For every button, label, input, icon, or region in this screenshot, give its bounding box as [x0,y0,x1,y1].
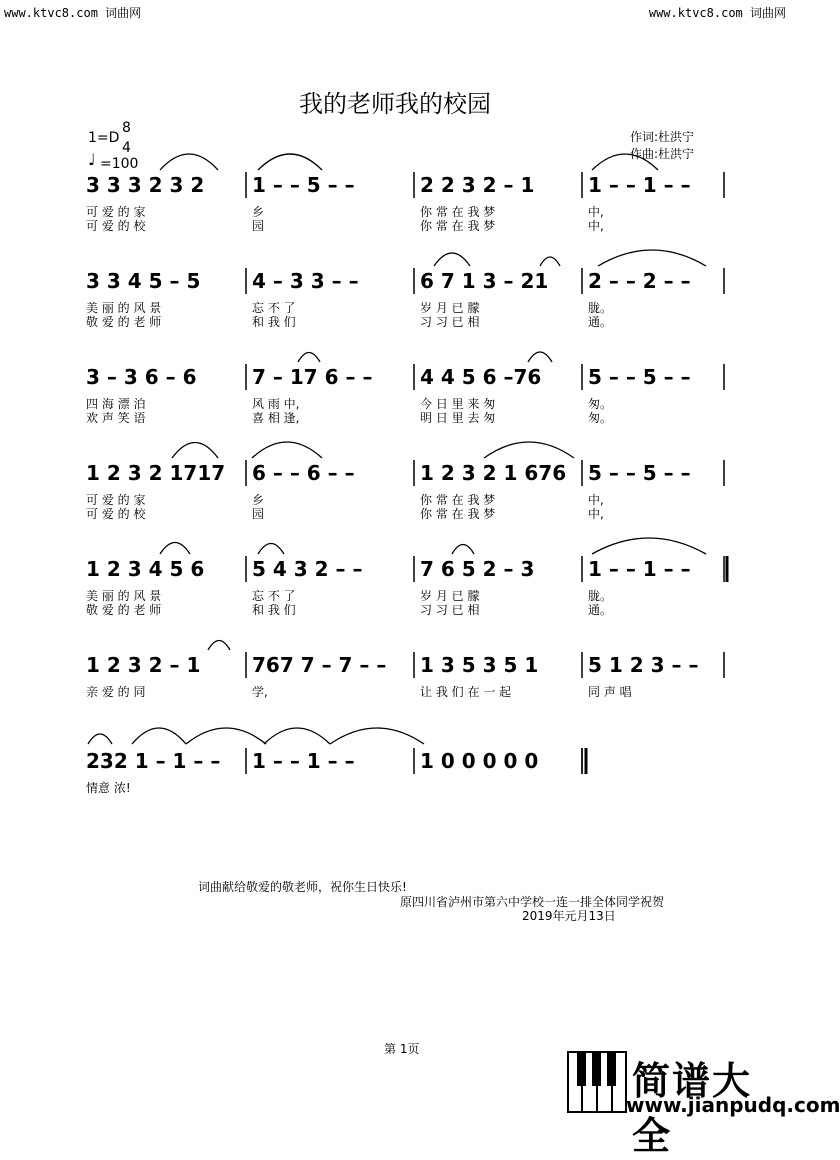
lyric-line-1: 忘 不 了 [252,589,296,603]
lyric-line-2: 园 [252,219,265,233]
note-group: 1 2 3 4 5 6 [86,557,205,581]
lyric-line-1: 情意 浓! [86,781,131,795]
note-group: 5 1 2 3 – – [588,653,699,677]
slur [208,641,230,651]
note-group: 7 6 5 2 – 3 [420,557,535,581]
lyricist-credit: 作词:杜洪宁 [630,130,695,144]
dedication-text: 词曲献给敬爱的敬老师，祝你生日快乐! [198,880,407,894]
site-url-right: www.ktvc8.com 词曲网 [648,6,786,20]
time-signature-bottom: 4 [122,140,131,156]
lyric-line-2: 你 常 在 我 梦 [420,507,496,521]
slur [484,442,574,458]
lyric-line-2: 习 习 已 相 [420,603,480,617]
note-group: 2 2 3 2 – 1 [420,173,535,197]
lyric-line-2: 欢 声 笑 语 [86,411,146,425]
lyric-line-2: 习 习 已 相 [420,315,480,329]
lyric-line-1: 让 我 们 在 一 起 [420,685,512,699]
note-group: 5 – – 5 – – [588,365,691,389]
note-group: 1 – – 1 – – [588,557,691,581]
slur [160,154,218,170]
slur [252,442,322,458]
lyric-line-1: 四 海 漂 泊 [86,397,146,411]
slur [160,543,190,555]
site-url-left: www.ktvc8.com 词曲网 [4,6,142,20]
note-group: 3 3 4 5 – 5 [86,269,201,293]
note-group: 1 2 3 2 1717 [86,461,226,485]
note-group: 1 2 3 2 – 1 [86,653,201,677]
note-group: 767 7 – 7 – – [252,653,387,677]
slur [132,728,186,744]
note-group: 5 – – 5 – – [588,461,691,485]
lyric-line-2: 和 我 们 [252,315,296,329]
slur [88,734,112,744]
lyric-line-1: 乡 [252,205,265,219]
slur [172,443,218,459]
composer-credit: 作曲:杜洪宁 [630,147,695,161]
slur [528,352,552,362]
lyric-line-2: 你 常 在 我 梦 [420,219,496,233]
lyric-line-2: 通。 [588,315,613,329]
congratulation-from: 原四川省泸州市第六中学校一连一排全体同学祝贺 [400,895,665,909]
piano-keys-icon [566,1050,628,1114]
lyric-line-2: 可 爱 的 校 [86,507,146,521]
lyric-line-1: 亲 爱 的 同 [86,685,146,699]
note-group: 1 0 0 0 0 0 [420,749,539,773]
note-group: 3 – 3 6 – 6 [86,365,197,389]
lyric-line-2: 喜 相 逢, [252,411,300,425]
slur [330,728,424,744]
lyric-line-1: 可 爱 的 家 [86,205,146,219]
logo-url: www.jianpudq.com [626,1093,840,1117]
note-group: 1 – – 5 – – [252,173,355,197]
time-signature-top: 8 [122,120,131,136]
lyric-line-2: 敬 爱 的 老 师 [86,315,162,329]
note-group: 6 – – 6 – – [252,461,355,485]
logo-name: 简谱大全 [632,1059,753,1158]
date-text: 2019年元月13日 [522,909,616,923]
lyric-line-1: 中, [588,493,604,507]
lyric-line-1: 美 丽 的 风 景 [86,301,162,315]
slur [434,253,470,266]
lyric-line-1: 学, [252,685,268,699]
lyric-line-2: 中, [588,219,604,233]
lyric-line-2: 和 我 们 [252,603,296,617]
note-group: 232 1 – 1 – – [86,749,221,773]
page-number: 第 1页 [384,1042,420,1056]
slur [592,538,706,554]
lyric-line-1: 同 声 唱 [588,685,632,699]
note-group: 1 2 3 2 1 676 [420,461,567,485]
lyric-line-2: 明 日 里 去 匆 [420,411,496,425]
song-title: 我的老师我的校园 [299,90,491,118]
lyric-line-2: 通。 [588,603,613,617]
note-group: 2 – – 2 – – [588,269,691,293]
lyric-line-1: 风 雨 中, [252,397,300,411]
lyric-line-1: 匆。 [588,397,613,411]
note-group: 1 – – 1 – – [252,749,355,773]
quarter-note-icon: ♩ [88,150,96,169]
lyric-line-1: 岁 月 已 朦 [420,589,480,603]
lyric-line-2: 匆。 [588,411,613,425]
tempo-marking: =100 [100,156,139,172]
lyric-line-1: 中, [588,205,604,219]
slur [298,353,320,363]
slur [264,728,330,744]
note-group: 5 4 3 2 – – [252,557,363,581]
lyric-line-1: 胧。 [588,301,613,315]
slur [452,545,474,555]
note-group: 1 – – 1 – – [588,173,691,197]
slur [540,257,560,266]
note-group: 4 – 3 3 – – [252,269,359,293]
lyric-line-1: 你 常 在 我 梦 [420,493,496,507]
lyric-line-1: 忘 不 了 [252,301,296,315]
lyric-line-2: 园 [252,507,265,521]
key-signature: 1=D [88,130,120,146]
lyric-line-2: 可 爱 的 校 [86,219,146,233]
note-group: 6 7 1 3 – 21 [420,269,549,293]
lyric-line-1: 今 日 里 来 匆 [420,397,496,411]
lyric-line-1: 可 爱 的 家 [86,493,146,507]
lyric-line-2: 敬 爱 的 老 师 [86,603,162,617]
note-group: 7 – 17 6 – – [252,365,373,389]
lyric-line-1: 岁 月 已 朦 [420,301,480,315]
slur [598,250,706,266]
note-group: 3 3 3 2 3 2 [86,173,205,197]
lyric-line-1: 乡 [252,493,265,507]
slur [186,728,266,744]
lyric-line-1: 你 常 在 我 梦 [420,205,496,219]
lyric-line-1: 美 丽 的 风 景 [86,589,162,603]
note-group: 4 4 5 6 –76 [420,365,542,389]
lyric-line-2: 中, [588,507,604,521]
slur [258,154,322,170]
note-group: 1 3 5 3 5 1 [420,653,539,677]
lyric-line-1: 胧。 [588,589,613,603]
slur [258,544,284,555]
